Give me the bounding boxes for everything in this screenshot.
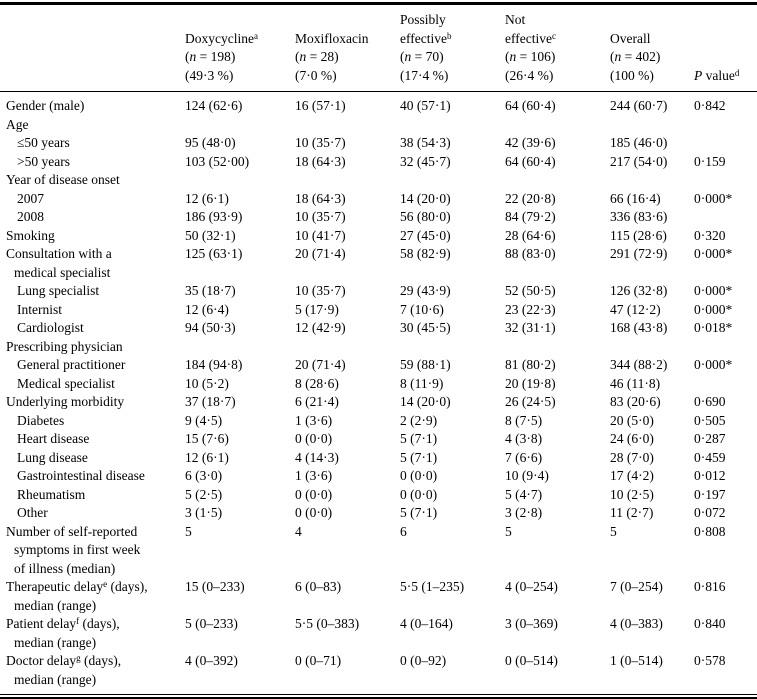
table-row	[0, 227, 757, 246]
table-row	[0, 116, 757, 135]
cell-not-effective: 0 (0–514)	[505, 653, 558, 668]
cell-doxycycline: 12 (6·1)	[185, 190, 229, 206]
cell-moxifloxacin: 0 (0·0)	[295, 486, 333, 502]
cell-possibly-effective: 0 (0–92)	[400, 653, 447, 668]
cell-overall: 17 (4·2)	[610, 468, 654, 483]
cell-moxifloxacin: 10 (35·7)	[295, 135, 346, 150]
row-label: ≤50 years	[17, 135, 70, 150]
cell-possibly-effective: 14 (20·0)	[400, 190, 451, 206]
cell-overall: 20 (5·0)	[610, 412, 654, 428]
cell-moxifloxacin: 6 (0–83)	[295, 579, 342, 594]
cell-possibly-effective: 5·5 (1–235)	[400, 579, 465, 594]
cell-p-value: 0·000*	[694, 357, 733, 372]
cell-moxifloxacin: 4	[295, 523, 302, 539]
cell-doxycycline: 186 (93·9)	[185, 209, 243, 224]
row-label: Underlying morbidity	[6, 394, 125, 409]
cell-p-value: 0·012	[694, 468, 726, 483]
cell-doxycycline: 35 (18·7)	[185, 283, 236, 298]
table-row	[0, 523, 757, 579]
cell-possibly-effective: 27 (45·0)	[400, 227, 451, 243]
cell-not-effective: 81 (80·2)	[505, 357, 556, 372]
cell-overall: 11 (2·7)	[610, 505, 654, 520]
cell-possibly-effective	[400, 116, 505, 135]
cell-moxifloxacin: 0 (0·0)	[295, 431, 333, 446]
cell-overall: 66 (16·4)	[610, 190, 661, 206]
cell-overall: 115 (28·6)	[610, 227, 667, 243]
cell-doxycycline	[185, 171, 295, 190]
cell-moxifloxacin: 20 (71·4)	[295, 246, 346, 261]
cell-doxycycline: 5 (2·5)	[185, 486, 223, 502]
cell-doxycycline: 124 (62·6)	[185, 98, 243, 113]
cell-doxycycline: 103 (52·00)	[185, 153, 250, 169]
cell-possibly-effective: 0 (0·0)	[400, 468, 438, 483]
row-label: Prescribing physician	[6, 338, 123, 354]
header-row	[0, 5, 757, 92]
cell-doxycycline: 184 (94·8)	[185, 357, 243, 372]
cell-moxifloxacin: 1 (3·6)	[295, 468, 333, 483]
cell-p-value: 0·690	[694, 394, 726, 409]
cell-p-value	[694, 171, 757, 190]
cell-moxifloxacin: 18 (64·3)	[295, 190, 346, 206]
cell-possibly-effective: 38 (54·3)	[400, 135, 451, 150]
row-label: 2007	[17, 190, 44, 206]
table-row	[0, 190, 757, 209]
cell-doxycycline	[185, 116, 295, 135]
cell-p-value: 0·072	[694, 505, 726, 520]
cell-overall: 10 (2·5)	[610, 486, 654, 502]
cell-overall: 46 (11·8)	[610, 375, 661, 391]
cell-overall: 4 (0–383)	[610, 616, 663, 631]
cell-p-value	[694, 338, 757, 357]
row-label: Age	[6, 116, 29, 132]
cell-doxycycline: 125 (63·1)	[185, 246, 243, 261]
cell-overall: 168 (43·8)	[610, 320, 668, 335]
cell-overall	[610, 116, 694, 135]
cell-moxifloxacin: 20 (71·4)	[295, 357, 346, 372]
cell-not-effective: 5 (4·7)	[505, 486, 543, 502]
table-row	[0, 375, 757, 394]
row-label: Lung specialist	[17, 283, 100, 298]
cell-not-effective: 42 (39·6)	[505, 135, 556, 150]
cell-possibly-effective: 58 (82·9)	[400, 246, 451, 261]
cell-not-effective: 28 (64·6)	[505, 227, 556, 243]
cell-possibly-effective: 5 (7·1)	[400, 431, 438, 446]
cell-doxycycline: 12 (6·4)	[185, 301, 229, 317]
cell-doxycycline: 6 (3·0)	[185, 468, 223, 483]
cell-doxycycline: 15 (0–233)	[185, 579, 245, 594]
row-label: Rheumatism	[17, 486, 86, 502]
row-label: Diabetes	[17, 412, 65, 428]
cell-p-value: 0·816	[694, 579, 726, 594]
row-label: General practitioner	[17, 357, 126, 372]
cell-possibly-effective: 2 (2·9)	[400, 412, 438, 428]
cell-p-value: 0·000*	[694, 301, 733, 317]
cell-doxycycline: 15 (7·6)	[185, 431, 229, 446]
row-label: Medical specialist	[17, 375, 115, 391]
cell-p-value	[694, 116, 757, 135]
cell-overall: 126 (32·8)	[610, 283, 668, 298]
table-row	[0, 171, 757, 190]
table-row	[0, 578, 757, 615]
cell-moxifloxacin: 5 (17·9)	[295, 301, 339, 317]
cell-possibly-effective	[400, 171, 505, 190]
cell-not-effective: 88 (83·0)	[505, 246, 556, 261]
cell-not-effective: 3 (2·8)	[505, 505, 543, 520]
cell-overall: 47 (12·2)	[610, 301, 661, 317]
table-row	[0, 504, 757, 523]
cell-overall: 28 (7·0)	[610, 449, 654, 465]
cell-moxifloxacin: 0 (0·0)	[295, 505, 333, 520]
column-header-possibly-effective: Possibly effective$^b$ (n = 70) (17·4 %)	[400, 5, 505, 92]
cell-possibly-effective: 32 (45·7)	[400, 153, 451, 169]
table-row	[0, 282, 757, 301]
row-label: >50 years	[17, 153, 70, 169]
cell-not-effective: 32 (31·1)	[505, 320, 556, 335]
table-row	[0, 652, 757, 693]
column-header-p-value: P value$^d$	[694, 5, 757, 92]
cell-p-value: 0·159	[694, 153, 726, 169]
cell-not-effective: 64 (60·4)	[505, 98, 556, 113]
cell-overall: 336 (83·6)	[610, 209, 668, 224]
cell-moxifloxacin: 6 (21·4)	[295, 394, 339, 409]
cell-not-effective: 10 (9·4)	[505, 468, 549, 483]
cell-doxycycline	[185, 338, 295, 357]
cell-possibly-effective: 29 (43·9)	[400, 283, 451, 298]
cell-moxifloxacin: 10 (35·7)	[295, 283, 346, 298]
cell-not-effective: 5	[505, 523, 512, 539]
table-row	[0, 430, 757, 449]
table-row	[0, 356, 757, 375]
cell-not-effective	[505, 171, 610, 190]
cell-p-value: 0·000*	[694, 246, 733, 261]
cell-doxycycline: 37 (18·7)	[185, 394, 236, 409]
row-label: Patient delay$^f$ (days), median (range)	[6, 616, 120, 650]
table-body	[0, 92, 757, 694]
cell-overall: 244 (60·7)	[610, 98, 668, 113]
cell-p-value	[694, 134, 757, 153]
cell-not-effective: 4 (3·8)	[505, 431, 543, 446]
cell-moxifloxacin: 1 (3·6)	[295, 412, 333, 428]
row-label: Heart disease	[17, 431, 90, 446]
row-label: Cardiologist	[17, 320, 84, 335]
row-label: Gender (male)	[6, 98, 85, 113]
cell-not-effective: 52 (50·5)	[505, 283, 556, 298]
cell-overall: 344 (88·2)	[610, 357, 668, 372]
cell-moxifloxacin: 10 (35·7)	[295, 209, 346, 224]
cell-overall: 83 (20·6)	[610, 394, 661, 409]
cell-possibly-effective: 7 (10·6)	[400, 301, 444, 317]
cell-moxifloxacin: 18 (64·3)	[295, 153, 346, 169]
table-row	[0, 134, 757, 153]
cell-doxycycline: 10 (5·2)	[185, 375, 229, 391]
cell-p-value: 0·287	[694, 431, 726, 446]
cell-doxycycline: 5	[185, 523, 192, 539]
cell-p-value: 0·840	[694, 616, 726, 631]
cell-not-effective	[505, 338, 610, 357]
row-label: Therapeutic delay$^e$ (days), median (range)	[6, 579, 148, 613]
cell-overall: 217 (54·0)	[610, 153, 668, 169]
cell-moxifloxacin	[295, 338, 400, 357]
row-label: Consultation with a medical specialist	[6, 246, 112, 280]
cell-p-value: 0·578	[694, 653, 726, 668]
cell-possibly-effective: 59 (88·1)	[400, 357, 451, 372]
cell-p-value: 0·459	[694, 449, 726, 465]
cell-p-value: 0·320	[694, 227, 726, 243]
cell-possibly-effective: 56 (80·0)	[400, 209, 451, 224]
row-label: Internist	[17, 301, 62, 317]
table-row	[0, 92, 757, 116]
cell-not-effective: 22 (20·8)	[505, 190, 556, 206]
column-header-moxifloxacin: Moxifloxacin (n = 28) (7·0 %)	[295, 5, 400, 92]
row-label: Gastrointestinal disease	[17, 468, 145, 483]
cell-p-value	[694, 375, 757, 394]
cell-p-value: 0·808	[694, 523, 726, 539]
cell-possibly-effective: 40 (57·1)	[400, 98, 451, 113]
table-row	[0, 449, 757, 468]
cell-doxycycline: 95 (48·0)	[185, 135, 236, 150]
stub-header	[0, 5, 185, 92]
row-label: Number of self-reported symptoms in first week of illness (median)	[6, 523, 141, 576]
cell-overall: 24 (6·0)	[610, 431, 654, 446]
cell-not-effective: 3 (0–369)	[505, 616, 558, 631]
table-header	[0, 5, 757, 92]
cell-not-effective: 8 (7·5)	[505, 412, 543, 428]
cell-possibly-effective: 0 (0·0)	[400, 486, 438, 502]
cell-overall: 1 (0–514)	[610, 653, 663, 668]
table-row	[0, 486, 757, 505]
table-row	[0, 467, 757, 486]
column-header-not-effective: Not effective$^c$ (n = 106) (26·4 %)	[505, 5, 610, 92]
cell-not-effective: 84 (79·2)	[505, 209, 556, 224]
row-label: 2008	[17, 209, 44, 224]
cell-moxifloxacin: 4 (14·3)	[295, 449, 339, 465]
results-table	[0, 5, 757, 693]
row-label: Lung disease	[17, 449, 88, 465]
row-label: Smoking	[6, 227, 55, 243]
cell-overall	[610, 171, 694, 190]
cell-not-effective: 64 (60·4)	[505, 153, 556, 169]
cell-moxifloxacin	[295, 116, 400, 135]
cell-possibly-effective	[400, 338, 505, 357]
cell-doxycycline: 94 (50·3)	[185, 320, 236, 335]
cell-overall: 7 (0–254)	[610, 579, 663, 594]
cell-overall: 5	[610, 523, 617, 539]
cell-moxifloxacin: 5·5 (0–383)	[295, 616, 360, 631]
cell-possibly-effective: 5 (7·1)	[400, 505, 438, 520]
row-label: Other	[17, 505, 48, 520]
cell-doxycycline: 9 (4·5)	[185, 412, 223, 428]
cell-doxycycline: 12 (6·1)	[185, 449, 229, 465]
cell-p-value	[694, 208, 757, 227]
table-row	[0, 301, 757, 320]
row-label: Doctor delay$^g$ (days), median (range)	[6, 653, 122, 687]
cell-p-value: 0·000*	[694, 190, 733, 206]
cell-possibly-effective: 14 (20·0)	[400, 394, 451, 409]
cell-possibly-effective: 4 (0–164)	[400, 616, 453, 631]
table-row	[0, 153, 757, 172]
table-row	[0, 338, 757, 357]
table-bottom-rule-thin	[0, 694, 757, 695]
cell-possibly-effective: 30 (45·5)	[400, 320, 451, 335]
cell-moxifloxacin: 10 (41·7)	[295, 227, 346, 243]
cell-not-effective: 4 (0–254)	[505, 579, 558, 594]
cell-possibly-effective: 6	[400, 523, 407, 539]
column-header-overall: Overall (n = 402) (100 %)	[610, 5, 694, 92]
cell-moxifloxacin: 12 (42·9)	[295, 320, 346, 335]
cell-moxifloxacin: 16 (57·1)	[295, 98, 346, 113]
cell-p-value: 0·197	[694, 486, 726, 502]
cell-not-effective: 23 (22·3)	[505, 301, 556, 317]
cell-moxifloxacin: 0 (0–71)	[295, 653, 342, 668]
cell-not-effective: 7 (6·6)	[505, 449, 543, 465]
cell-not-effective: 20 (19·8)	[505, 375, 556, 391]
cell-overall	[610, 338, 694, 357]
table-row	[0, 615, 757, 652]
table-row	[0, 245, 757, 282]
cell-not-effective: 26 (24·5)	[505, 394, 556, 409]
cell-possibly-effective: 8 (11·9)	[400, 375, 444, 391]
cell-doxycycline: 50 (32·1)	[185, 227, 236, 243]
cell-moxifloxacin	[295, 171, 400, 190]
cell-p-value: 0·000*	[694, 283, 733, 298]
cell-doxycycline: 3 (1·5)	[185, 505, 223, 520]
cell-moxifloxacin: 8 (28·6)	[295, 375, 339, 391]
cell-p-value: 0·842	[694, 98, 726, 113]
table-row	[0, 208, 757, 227]
cell-p-value: 0·018*	[694, 320, 733, 335]
cell-p-value: 0·505	[694, 412, 726, 428]
cell-not-effective	[505, 116, 610, 135]
cell-doxycycline: 5 (0–233)	[185, 616, 238, 631]
cell-possibly-effective: 5 (7·1)	[400, 449, 438, 465]
table-row	[0, 319, 757, 338]
cell-overall: 185 (46·0)	[610, 135, 668, 150]
row-label: Year of disease onset	[6, 172, 120, 187]
table-row	[0, 393, 757, 412]
cell-doxycycline: 4 (0–392)	[185, 653, 238, 668]
column-header-doxycycline: Doxycycline$^a$ (n = 198) (49·3 %)	[185, 5, 295, 92]
table-row	[0, 412, 757, 431]
cell-overall: 291 (72·9)	[610, 246, 668, 261]
